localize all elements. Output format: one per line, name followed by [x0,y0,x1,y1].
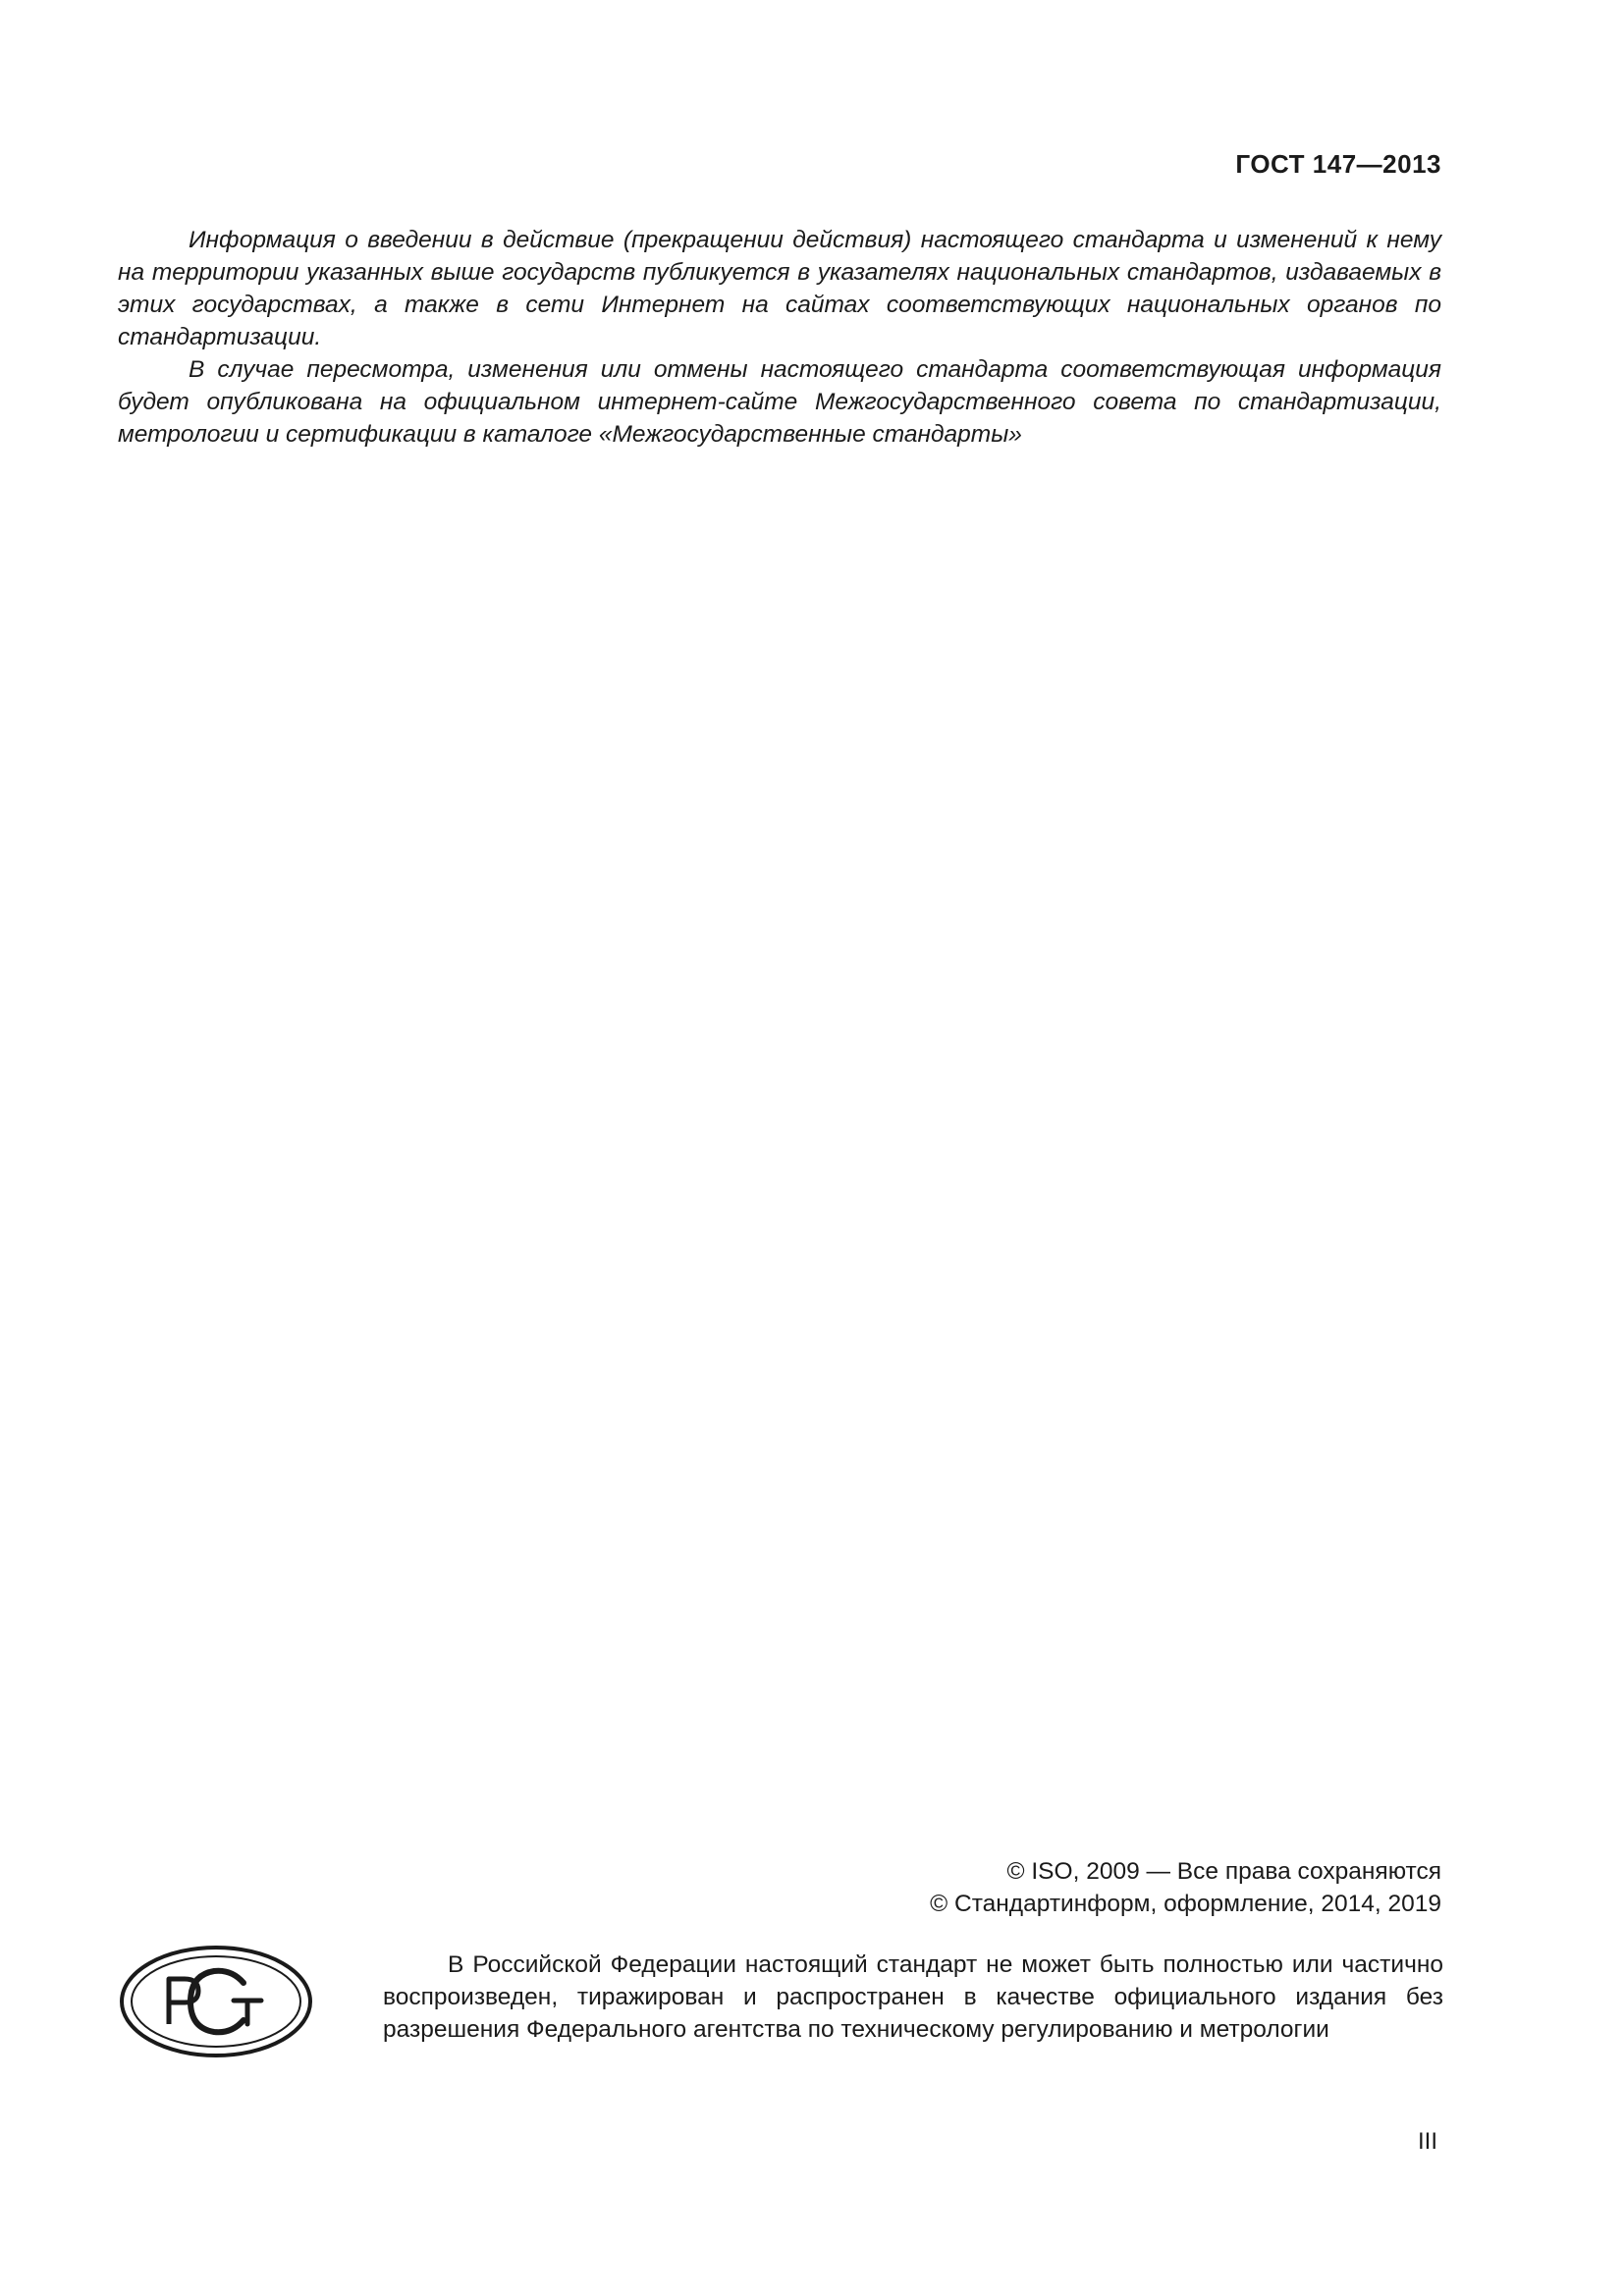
reproduction-notice-text: В Российской Федерации настоящий стандарт не может быть полностью или частично воспроизведен, тиражирован и распространен в качестве официального издания без разрешения Федерального агентства по техническому регулированию и метрологии [383,1951,1443,2043]
copyright-standartinform: © Стандартинформ, оформление, 2014, 2019 [930,1891,1441,1917]
reproduction-notice [383,1949,1443,2046]
paragraph-revision-notice: В случае пересмотра, изменения или отмены настоящего стандарта соответствующая информация будет опубликована на официальном интернет-сайте Межгосударственного совета по стандартизации, метрологии и сертификации в каталоге «Межгосударственные стандарты» [118,356,1441,448]
paragraph-info-publication: Информация о введении в действие (прекращении действия) настоящего стандарта и изменений к нему на территории указанных выше государств публикуется в указателях национальных стандартов, издаваемых в этих государствах, а также в сети Интернет на сайтах соответствующих национальных органов по стандартизации. [118,227,1441,350]
page-number: III [1417,2128,1437,2155]
document-code: ГОСТ 147—2013 [1235,149,1441,179]
body-text [118,224,1441,451]
copyright-iso: © ISO, 2009 — Все права сохраняются [1006,1858,1441,1885]
copyright-block [930,1855,1441,1920]
rst-logo-icon [118,1944,314,2059]
